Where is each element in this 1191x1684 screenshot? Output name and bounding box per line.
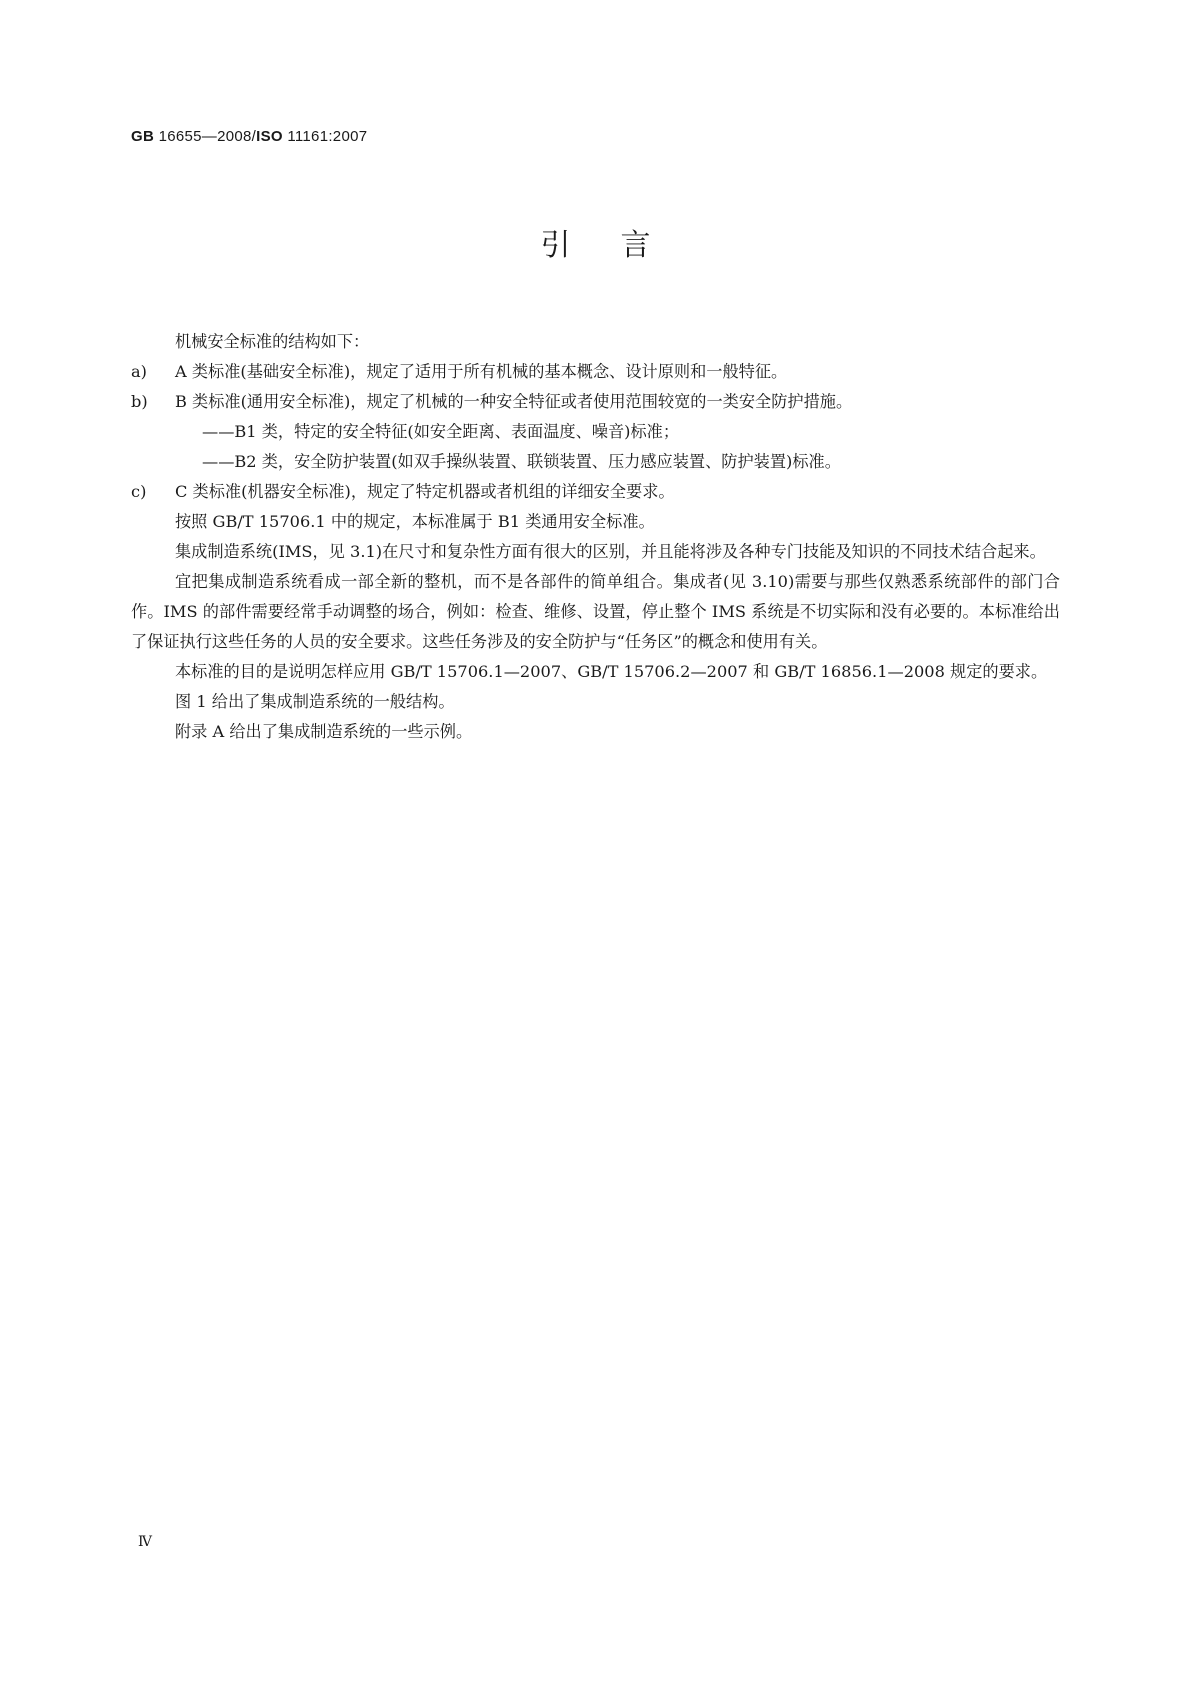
paragraph-ims-definition: 集成制造系统(IMS，见 3.1)在尺寸和复杂性方面有很大的区别，并且能将涉及各种专门技能及知识的不同技术结合起来。 <box>175 542 1046 561</box>
paragraph-integration: 宜把集成制造系统看成一部全新的整机，而不是各部件的简单组合。集成者(见 3.10)需要与那些仅熟悉系统部件的部门合作。IMS 的部件需要经常手动调整的场合，例如：检查、维修、设置，停止整个 IMS 系统是不切实际和没有必要的。本标准给出了保证执行这些任务的人员的安全要求。这些任务涉及的安全防护与“任务区”的概念和使用有关。 <box>131 572 1060 651</box>
paragraph-purpose: 本标准的目的是说明怎样应用 GB/T 15706.1—2007、GB/T 15706.2—2007 和 GB/T 16856.1—2008 规定的要求。 <box>175 662 1048 681</box>
dash-item-b1: ——B1 类，特定的安全特征(如安全距离、表面温度、噪音)标准； <box>202 422 680 441</box>
document-body <box>131 327 1060 747</box>
page-title: 引言 <box>540 228 701 263</box>
iso-number: 11161:2007 <box>287 128 368 145</box>
paragraph-annex-ref: 附录 A 给出了集成制造系统的一些示例。 <box>175 722 473 741</box>
list-item-b <box>131 387 1060 417</box>
list-text: A 类标准(基础安全标准)，规定了适用于所有机械的基本概念、设计原则和一般特征。 <box>175 362 788 381</box>
list-item-a <box>131 357 1060 387</box>
list-text: B 类标准(通用安全标准)，规定了机械的一种安全特征或者使用范围较宽的一类安全防护措施。 <box>175 392 853 411</box>
gb-label: GB <box>131 128 155 145</box>
paragraph-figure-ref: 图 1 给出了集成制造系统的一般结构。 <box>175 692 455 711</box>
list-marker: b) <box>131 392 148 411</box>
intro-paragraph: 机械安全标准的结构如下： <box>175 332 370 351</box>
iso-label: ISO <box>256 128 283 145</box>
list-item-c <box>131 477 1060 507</box>
list-marker: a) <box>131 362 147 381</box>
gb-number: 16655—2008/ <box>158 128 257 145</box>
page-number: Ⅳ <box>138 1534 152 1550</box>
standard-number-header <box>131 128 367 145</box>
list-marker: c) <box>131 482 147 501</box>
paragraph-reference: 按照 GB/T 15706.1 中的规定，本标准属于 B1 类通用安全标准。 <box>175 512 655 531</box>
list-text: C 类标准(机器安全标准)，规定了特定机器或者机组的详细安全要求。 <box>175 482 675 501</box>
dash-item-b2: ——B2 类，安全防护装置(如双手操纵装置、联锁装置、压力感应装置、防护装置)标准。 <box>202 452 841 471</box>
